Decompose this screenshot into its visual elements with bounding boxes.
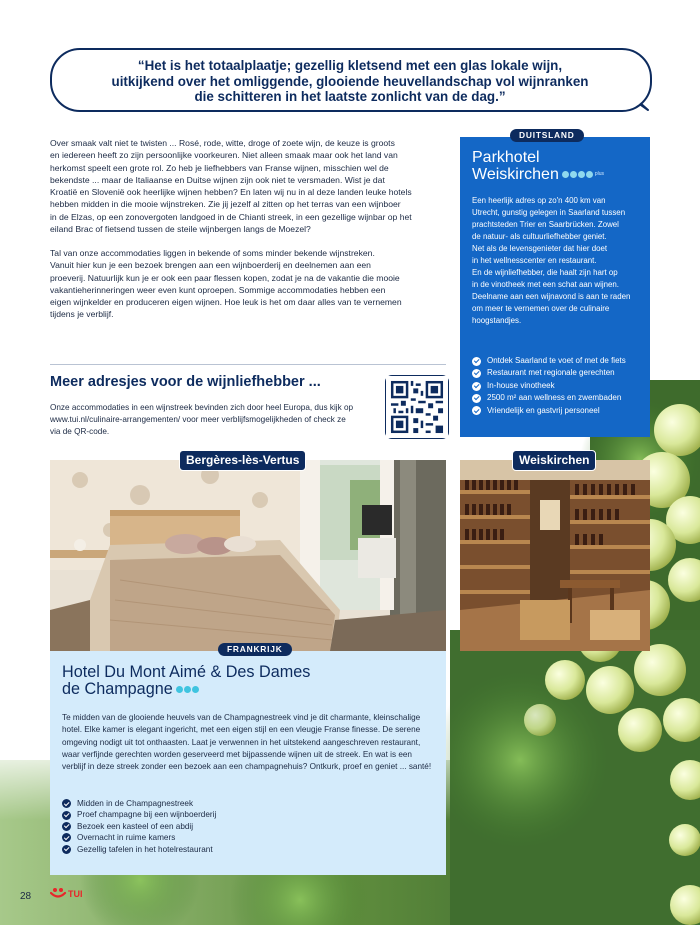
country-tag-france: FRANKRIJK — [218, 643, 292, 656]
feature-text: Ontdek Saarland te voet of met de fiets — [487, 356, 626, 365]
feature-text: Proef champagne bij een wijnboerderij — [77, 810, 217, 820]
qr-code-icon — [386, 376, 448, 438]
check-icon — [472, 369, 481, 378]
text-line: in de Elzas, op een zonovergoten landgoed in de Chianti streek, in een gezellige wijnbar op het — [50, 211, 412, 222]
list-item — [472, 392, 647, 404]
text-line: Deelname aan een wijnavond is aan te raden — [472, 292, 631, 301]
feature-text: Vriendelijk en gastvrij personeel — [487, 405, 600, 415]
text-line: om meer te vernemen over de culinaire — [472, 304, 610, 313]
rating-dot-icon — [578, 171, 585, 178]
feature-text: Overnacht in ruime kamers — [77, 833, 176, 843]
text-line: hoogstandjes. — [472, 316, 522, 325]
tui-smile-logo-icon — [50, 886, 88, 900]
location-label-weiskirchen: Weiskirchen — [512, 450, 596, 471]
list-item — [472, 405, 647, 417]
text-line: en iedereen heeft zo zijn persoonlijke voorkeuren. Niet alleen smaak maar ook het land van — [50, 150, 398, 161]
qr-code[interactable] — [385, 375, 449, 439]
hotel-mont-aime-features — [62, 798, 362, 855]
text-line: bekendste ... maar de Italiaanse en Duitse wijnen zijn ook niet te versmaden. Wist je dat — [50, 174, 385, 185]
check-icon — [62, 833, 71, 842]
intro-paragraph-1 — [50, 137, 450, 235]
text-line: www.tui.nl/culinaire-arrangementen/ voor meer verblijfsmogelijkheden of check ze — [50, 415, 346, 424]
title-line: de Champagne — [62, 680, 173, 698]
more-addresses-text — [50, 402, 380, 438]
feature-text: Restaurant met regionale gerechten — [487, 368, 615, 378]
parkhotel-features — [472, 355, 647, 417]
check-icon — [472, 394, 481, 403]
text-line: hotel. Elke kamer is elegant ingericht, met een eigen stijl en een vleugje Franse finesse. De serene — [62, 725, 421, 735]
list-item — [472, 367, 647, 379]
feature-text: Bezoek een kasteel of een abdij — [77, 821, 194, 831]
title-line-with-rating — [62, 681, 442, 698]
intro-paragraph-2 — [50, 247, 450, 321]
text-line: herkomst speelt een grote rol. Zo heb je liefhebbers van Franse wijnen, misschien wel de — [50, 162, 389, 173]
list-item — [62, 832, 362, 843]
text-line: Tal van onze accommodaties liggen in bekende of soms minder bekende wijnstreken. — [50, 248, 375, 258]
list-item — [472, 355, 647, 367]
feature-text: Midden in de Champagnestreek — [77, 799, 194, 808]
text-line: Onze accommodaties in een wijnstreek bevinden zich door heel Europa, dus kijk op — [50, 403, 354, 412]
quote-line: die schitteren in het laatste zonlicht van de dag.” — [194, 89, 506, 104]
list-item — [62, 821, 362, 832]
text-line: Net als de levensgenieter dat hier doet — [472, 244, 608, 253]
rating-dot-icon — [176, 686, 183, 693]
text-line: proeverij. Natuurlijk kun je er ook een paar flessen kopen, zodat je na de vakantie die mooie — [50, 272, 400, 283]
country-tag-germany: DUITSLAND — [510, 129, 584, 142]
list-item — [62, 809, 362, 820]
quote-text — [60, 58, 640, 105]
rating-dot-icon — [184, 686, 191, 693]
text-line: eigen wijnkelder en produceren eigen wijnen. Hoe leuk is het om daar alles van te vernemen — [50, 297, 402, 308]
check-icon — [62, 822, 71, 831]
rating-dot-icon — [192, 686, 199, 693]
title-line: Hotel Du Mont Aimé & Des Dames — [62, 663, 311, 681]
list-item — [62, 798, 362, 809]
hotel-room-photo — [50, 460, 446, 651]
hotel-room-image — [50, 460, 446, 651]
text-line: Utrecht, gunstig gelegen in Saarland tussen — [472, 208, 626, 217]
rating-icons — [176, 686, 199, 693]
list-item — [472, 380, 647, 392]
text-line: in de vinotheek met een schat aan wijnen. — [472, 280, 619, 289]
title-line: Weiskirchen — [472, 166, 559, 183]
text-line: omgeving nodigt uit tot onthaasten. Laat je verwennen in het uitstekend aangeschreven restaurant, — [62, 737, 421, 747]
text-line: prachtsteden Trier en Saarbrücken. Zowel — [472, 220, 619, 229]
location-label-bergeres: Bergères-lès-Vertus — [179, 450, 306, 471]
check-icon — [62, 845, 71, 854]
parkhotel-title — [472, 149, 650, 183]
check-icon — [472, 406, 481, 415]
text-line: Vanuit hier kun je een bezoek brengen aan een wijnboerderij en deelnemen aan een — [50, 260, 371, 271]
text-line: hebben midden in die mooie wijnstreken. Zie jij jezelf al zitten op het terras van een wijnboer — [50, 199, 401, 210]
text-line: Te midden van de glooiende heuvels van de Champagnestreek vind je dit charmante, kleinschalige — [62, 713, 421, 722]
feature-text: In-house vinotheek — [487, 380, 555, 390]
rating-dot-icon — [570, 171, 577, 178]
text-line: de natuur- als cultuurliefhebber geniet. — [472, 232, 607, 241]
check-icon — [62, 811, 71, 820]
quote-line: uitkijkend over het omliggende, glooiende heuvellandschap vol wijnranken — [111, 73, 589, 89]
feature-text: Gezellig tafelen in het hotelrestaurant — [77, 844, 213, 854]
brand-text: TUI — [68, 889, 83, 899]
wine-cellar-image — [460, 460, 650, 651]
quote-line: “Het is het totaalplaatje; gezellig kletsend met een glas lokale wijn, — [137, 58, 563, 73]
rating-dot-icon — [586, 171, 593, 178]
text-line: tijdens je verblijf. — [50, 309, 114, 320]
title-line-with-rating — [472, 166, 650, 183]
check-icon — [62, 799, 71, 808]
section-divider — [50, 364, 446, 365]
text-line: in het wellnesscenter en restaurant. — [472, 256, 597, 265]
hotel-mont-aime-title — [62, 664, 442, 698]
check-icon — [472, 357, 481, 366]
text-line: eiland Brac of fietsend tussen de steile wijnbergen langs de Moezel? — [50, 224, 311, 235]
page-number: 28 — [20, 891, 32, 902]
text-line: Over smaak valt niet te twisten ... Rosé, rode, witte, droge of zoete wijn, de keuze is groots — [50, 138, 395, 148]
list-item — [62, 844, 362, 855]
vinotheek-photo — [460, 460, 650, 651]
feature-text: 2500 m² aan wellness en zwembaden — [487, 393, 622, 403]
tui-logo — [50, 886, 88, 900]
rating-plus-label: plus — [594, 171, 605, 177]
text-line: Kroatië en Slovenië ook heerlijke wijnen hebben? En laten wij nu in al deze landen leuke hotels — [50, 187, 412, 198]
rating-icons — [562, 171, 593, 178]
more-addresses-heading: Meer adresjes voor de wijnliefhebber ... — [50, 374, 321, 390]
hotel-mont-aime-description — [62, 712, 440, 773]
parkhotel-description — [472, 195, 644, 327]
title-line: Parkhotel — [472, 149, 540, 166]
text-line: En de wijnliefhebber, die haalt zijn hart op — [472, 268, 618, 277]
text-line: Een heerlijk adres op zo'n 400 km van — [472, 196, 606, 205]
rating-dot-icon — [562, 171, 569, 178]
text-line: waar verfijnde gerechten worden geserveerd met bijpassende wijnen uit de streek. En wat is een — [62, 749, 412, 759]
text-line: verblijf in deze streek zonder een bezoek aan een champagnehuis? Ontkurk, proef en geniet ... santé! — [62, 762, 432, 772]
text-line: via de QR-code. — [50, 427, 110, 436]
text-line: vakantieherinneringen weer even kunt oproepen. Sommige accommodaties hebben een — [50, 284, 386, 295]
check-icon — [472, 382, 481, 391]
